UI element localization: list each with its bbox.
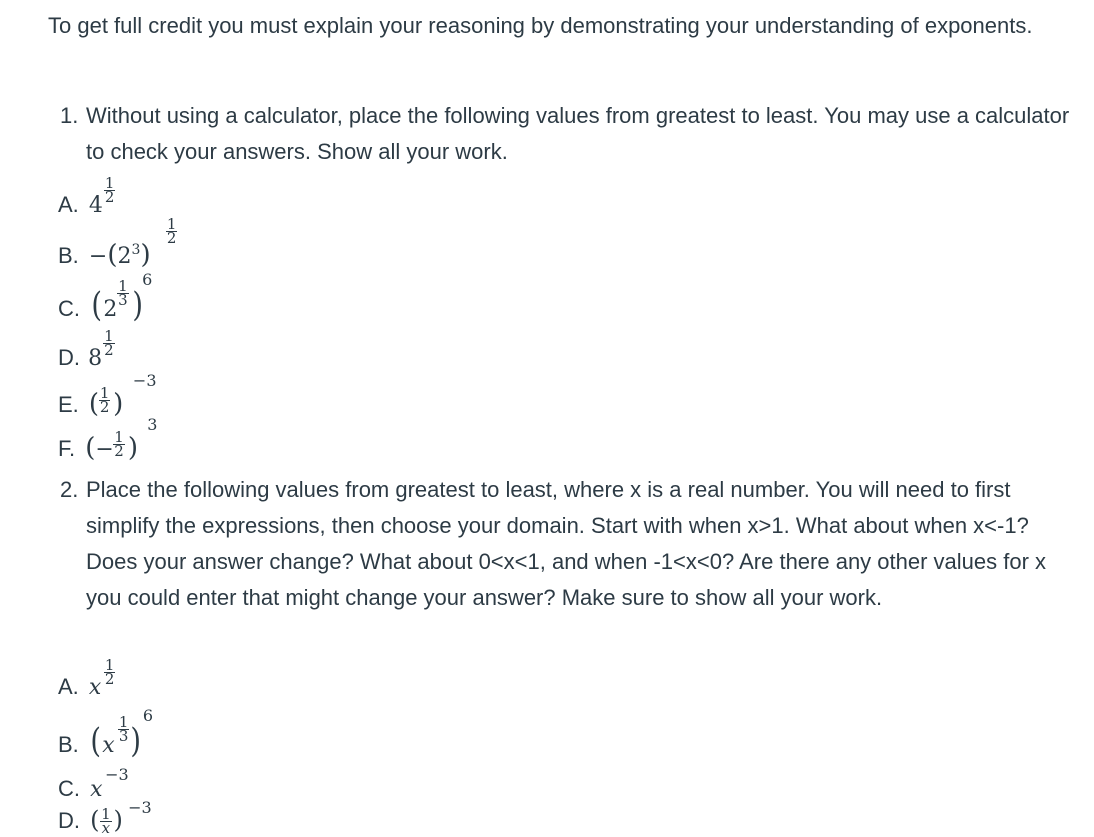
exponent: −3	[105, 765, 129, 784]
q2-option-a	[58, 656, 115, 700]
option-label: F.	[58, 436, 76, 461]
exponent-fraction: 1 2	[104, 656, 115, 688]
question-2-number: 2.	[60, 477, 79, 502]
intro-text: To get full credit you must explain your reasoning by demonstrating your understanding of exponents.	[48, 13, 1033, 38]
exponent-fraction: 1 2	[104, 174, 115, 206]
math-expression: ( ) 1 x −3	[90, 798, 152, 837]
math-base: x	[90, 777, 103, 802]
math-expression	[88, 327, 114, 371]
exponent: 3	[147, 415, 158, 434]
base-fraction: 1 2	[99, 384, 110, 416]
option-label: C.	[58, 296, 80, 321]
option-label: B.	[58, 732, 79, 757]
option-label: E.	[58, 392, 79, 417]
question-2-text: Place the following values from greatest to least, where x is a real number. You will need to first simplify the expressions, then choose your domain. Start with when x>1. What about when x<-1? Does your answer change? What about 0<x<1, and when -1<x<0? Are there any other values for x you could enter that might change your answer? Make sure to show all your work.	[86, 477, 1047, 610]
outer-exponent: 6	[142, 270, 153, 289]
outer-exponent: 6	[142, 706, 154, 725]
math-expression	[88, 174, 115, 218]
inner-exponent-fraction: 1 3	[118, 713, 129, 745]
question-1-number: 1.	[60, 103, 79, 128]
q1-option-f	[58, 415, 158, 463]
q1-option-e	[58, 371, 157, 419]
math-expression	[90, 765, 129, 802]
base-fraction: 1 2	[114, 428, 124, 460]
option-label: D.	[58, 345, 80, 370]
q1-option-d	[58, 327, 114, 371]
option-label: D.	[58, 808, 80, 833]
exponent: −3	[128, 798, 152, 817]
math-expression: (2 ) 1 3 6	[91, 270, 153, 325]
option-label: A.	[58, 192, 79, 217]
exponent: −3	[132, 371, 157, 390]
math-base: 4	[88, 193, 103, 218]
math-expression: (x ) 1 3 6	[90, 706, 154, 761]
question-1-text: Without using a calculator, place the following values from greatest to least. You may use a calculator to check your answers. Show all your work.	[86, 103, 1070, 164]
option-label: A.	[58, 674, 79, 699]
q1-option-a	[58, 174, 115, 218]
math-base: x	[88, 675, 102, 700]
math-expression: (− ) 1 2 3	[85, 415, 158, 463]
exponent-fraction: 1 2	[166, 215, 177, 247]
math-base: 8	[88, 346, 103, 371]
math-expression: ( ) 1 2 −3	[88, 371, 157, 419]
exponent-fraction: 1 2	[104, 327, 114, 359]
inner-exponent-fraction: 1 3	[118, 277, 128, 309]
option-label: C.	[58, 776, 80, 801]
q2-option-d	[58, 798, 152, 837]
math-expression: $-(2^3)$ 1 2	[88, 215, 177, 270]
q1-option-c	[58, 270, 153, 325]
q2-option-b	[58, 706, 154, 761]
q1-option-b	[58, 215, 177, 270]
option-label: B.	[58, 243, 79, 268]
base-fraction: 1 x	[101, 805, 111, 837]
q2-option-c	[58, 765, 129, 802]
math-expression	[88, 656, 115, 700]
